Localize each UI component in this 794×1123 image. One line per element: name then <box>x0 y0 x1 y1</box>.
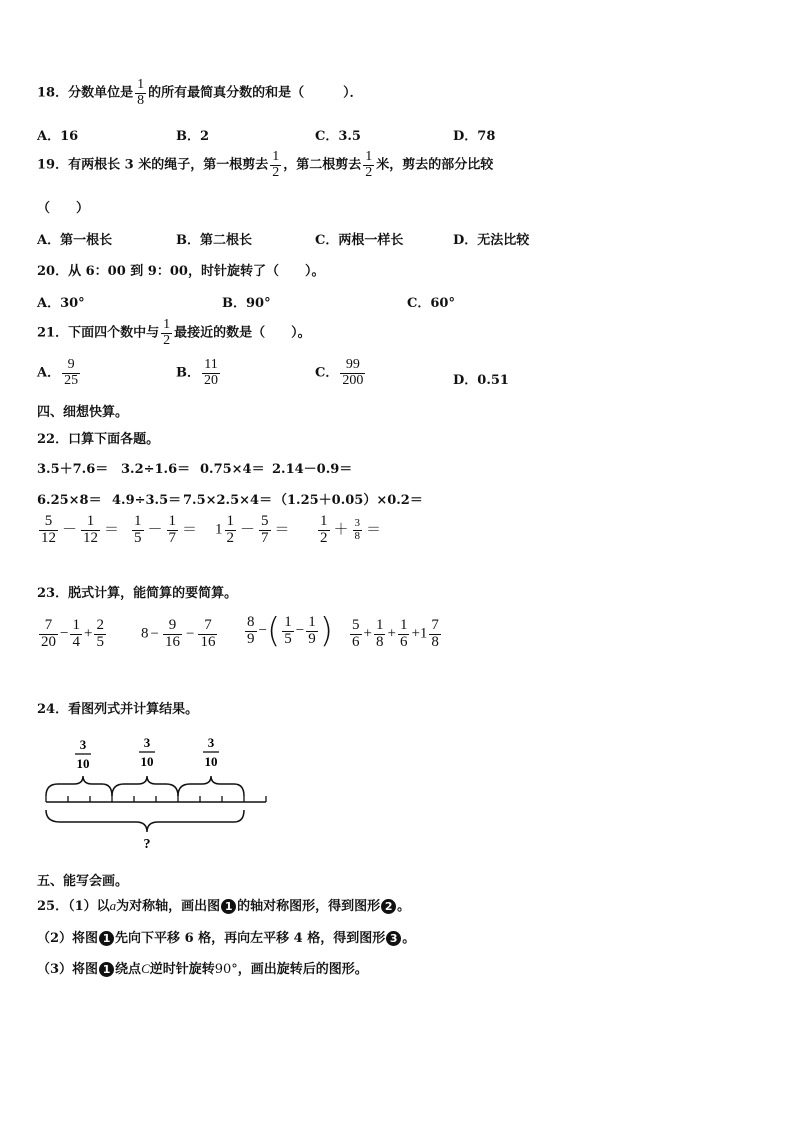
fraction-denominator: 4 <box>72 633 80 650</box>
fraction-denominator: 5 <box>284 630 292 647</box>
q25-text: ，画出旋转后的图形。 <box>237 962 368 977</box>
option-fraction <box>340 358 365 388</box>
q25-text: 25．（1）以 <box>37 899 110 914</box>
option-label: C． <box>315 365 339 381</box>
question-25-part-2 <box>37 927 415 946</box>
fraction-denominator: 5 <box>96 633 104 650</box>
q22-item: 0.75×4＝ <box>200 462 265 477</box>
operator: － <box>147 521 163 538</box>
fraction <box>350 618 362 651</box>
fraction-numerator: 9 <box>168 617 177 633</box>
fraction-numerator: 1 <box>163 317 171 332</box>
q20-option-a[interactable]: A．30° <box>37 296 85 311</box>
question-25-part-1 <box>37 895 410 914</box>
q22-item: 7.5×2.5×4＝ <box>183 493 273 508</box>
q18-suffix: 的所有最简真分数的和是（ ）． <box>148 85 363 101</box>
q25-text: （2）将图 <box>37 931 99 946</box>
fraction <box>198 618 217 651</box>
fraction-denominator: 16 <box>200 633 216 650</box>
fraction <box>374 618 386 651</box>
top-brace-1 <box>46 776 112 796</box>
operator: + <box>83 625 93 642</box>
question-mark: ? <box>143 837 151 852</box>
fraction-numerator: 7 <box>44 617 53 633</box>
whole-number: 8 <box>141 625 149 642</box>
q25-text: 逆时针旋转 <box>149 962 215 977</box>
fraction <box>167 514 179 547</box>
fraction-denominator: 2 <box>365 164 373 180</box>
q19-option-c[interactable]: C．两根一样长 <box>315 233 404 248</box>
q23-expression-4 <box>348 618 443 651</box>
q19-part3: 米，剪去的部分比较 <box>376 157 494 173</box>
section-5-heading: 五、能写会画。 <box>37 874 129 889</box>
fraction-numerator: 1 <box>72 617 80 633</box>
q21-suffix: 最接近的数是（ ）。 <box>174 325 311 341</box>
fraction <box>353 518 363 542</box>
fraction-numerator: 7 <box>431 617 439 633</box>
q18-unit-fraction <box>135 78 146 108</box>
operator: ＋ <box>333 521 349 538</box>
question-21 <box>37 318 311 348</box>
brace-label-2-denominator: 10 <box>140 754 154 769</box>
fraction-numerator: 1 <box>320 513 328 529</box>
brace-label-2-numerator: 3 <box>143 736 151 750</box>
fraction-numerator: 1 <box>308 613 316 630</box>
question-22-title: 22．口算下面各题。 <box>37 432 160 447</box>
option-label: B． <box>176 365 200 381</box>
q25-text: 绕点 <box>115 962 142 977</box>
fraction-numerator: 5 <box>261 513 269 529</box>
fraction-denominator: 6 <box>399 633 408 650</box>
q21-option-d[interactable]: D．0.51 <box>453 373 509 388</box>
fraction <box>398 618 410 651</box>
fraction-numerator: 99 <box>345 357 360 372</box>
q18-prefix: 18．分数单位是 <box>37 85 134 101</box>
q22-item: 3.5＋7.6＝ <box>37 462 109 477</box>
q19-fraction-2 <box>363 150 374 180</box>
fraction-denominator: 2 <box>272 164 280 180</box>
fraction-numerator: 1 <box>86 513 95 529</box>
circled-number-2-icon: 2 <box>381 899 396 914</box>
q22-item: 2.14－0.9＝ <box>272 462 353 477</box>
left-paren: ( <box>266 611 281 651</box>
fraction-denominator: 8 <box>375 633 384 650</box>
fraction-denominator: 5 <box>134 529 142 546</box>
fraction-numerator: 1 <box>134 513 142 529</box>
fraction <box>81 514 100 547</box>
fraction-denominator: 12 <box>83 529 99 546</box>
question-24-title: 24．看图列式并计算结果。 <box>37 702 199 717</box>
q25-text: 。 <box>402 931 416 946</box>
operator: + <box>411 625 420 642</box>
operator: − <box>150 625 159 642</box>
q22-fraction-item <box>215 514 292 547</box>
number-line-ticks <box>46 796 266 802</box>
fraction-numerator: 5 <box>352 617 360 633</box>
fraction-denominator: 20 <box>204 372 218 388</box>
operator: + <box>363 625 372 642</box>
question-25-part-3 <box>37 958 368 977</box>
equals-sign: ＝ <box>366 521 382 538</box>
q25-text: 为对称轴，画出图 <box>116 899 221 914</box>
fraction <box>318 514 330 547</box>
fraction <box>132 514 144 547</box>
q18-option-d[interactable]: D．78 <box>453 129 496 144</box>
fraction <box>306 615 318 648</box>
fraction-denominator: 7 <box>168 529 177 546</box>
q19-option-d[interactable]: D．无法比较 <box>453 233 530 248</box>
circled-number-1-icon: 1 <box>99 931 114 946</box>
q23-expression-1 <box>37 618 108 651</box>
q22-fraction-item <box>316 514 383 547</box>
q24-number-line-figure <box>38 736 278 856</box>
q22-item: 6.25×8＝ <box>37 493 102 508</box>
q25-text: （3）将图 <box>37 962 99 977</box>
operator: + <box>387 625 396 642</box>
q25-text: 。 <box>397 899 411 914</box>
fraction-numerator: 1 <box>272 149 280 164</box>
operator: − <box>60 625 69 642</box>
fraction <box>163 618 182 651</box>
fraction-denominator: 20 <box>41 633 56 650</box>
angle-value: 90° <box>214 962 238 977</box>
question-23-title: 23．脱式计算，能简算的要简算。 <box>37 586 238 601</box>
fraction-denominator: 2 <box>320 529 328 546</box>
operator: － <box>62 521 78 538</box>
brace-label-1-numerator: 3 <box>79 737 87 752</box>
operator: − <box>185 625 195 642</box>
q22-item: （1.25＋0.05）×0.2＝ <box>274 493 423 508</box>
circled-number-1-icon: 1 <box>99 962 114 977</box>
fraction <box>39 618 58 651</box>
fraction <box>70 618 82 651</box>
fraction <box>94 618 106 651</box>
q21-option-a[interactable] <box>37 358 82 388</box>
fraction-denominator: 8 <box>431 633 439 650</box>
fraction-numerator: 1 <box>137 77 145 92</box>
brace-label-1-denominator: 10 <box>76 756 90 771</box>
q25-text: 先向下平移 6 格，再向左平移 4 格，得到图形 <box>115 931 386 946</box>
brace-label-3-numerator: 3 <box>207 736 215 750</box>
q22-item: 3.2÷1.6＝ <box>121 462 191 477</box>
operator: − <box>295 622 305 639</box>
q22-fraction-item <box>37 514 121 547</box>
q21-target-fraction <box>161 318 172 348</box>
operator: － <box>240 521 256 538</box>
question-18 <box>37 78 363 108</box>
fraction <box>245 615 257 648</box>
q19-part1: 19．有两根长 3 米的绳子，第一根剪去 <box>37 157 269 173</box>
q18-option-a[interactable]: A．16 <box>37 129 79 144</box>
q19-part2: ，第二根剪去 <box>283 157 362 173</box>
brace-label-2 <box>139 736 155 769</box>
q18-option-c[interactable]: C．3.5 <box>315 129 361 144</box>
brace-label-1 <box>75 737 91 771</box>
fraction-denominator: 9 <box>308 630 316 647</box>
fraction-numerator: 9 <box>67 357 75 372</box>
axis-symbol: a <box>109 898 117 913</box>
fraction-denominator: 25 <box>64 372 79 388</box>
fraction-denominator: 200 <box>342 372 364 388</box>
question-19 <box>37 150 493 180</box>
fraction-numerator: 3 <box>354 517 361 530</box>
fraction-numerator: 7 <box>204 617 212 633</box>
q25-text: 的轴对称图形，得到图形 <box>237 899 381 914</box>
fraction-numerator: 8 <box>247 613 255 630</box>
fraction-denominator: 2 <box>163 332 171 348</box>
q19-option-a[interactable]: A．第一根长 <box>37 233 113 248</box>
fraction-numerator: 1 <box>365 149 373 164</box>
top-brace-3 <box>178 776 244 796</box>
operator: − <box>258 622 267 639</box>
equals-sign: ＝ <box>274 521 290 538</box>
section-4-heading: 四、细想快算。 <box>37 405 129 420</box>
fraction-numerator: 1 <box>168 513 177 529</box>
q18-option-b[interactable]: B．2 <box>176 129 210 144</box>
q19-fraction-1 <box>270 150 281 180</box>
fraction-numerator: 5 <box>44 513 53 529</box>
brace-label-3-denominator: 10 <box>204 754 218 769</box>
equals-sign: ＝ <box>104 521 120 538</box>
fraction <box>225 514 237 547</box>
fraction-denominator: 9 <box>247 630 255 647</box>
right-paren: ) <box>319 611 333 651</box>
whole-number: 1 <box>215 521 223 538</box>
option-label: A． <box>37 365 61 381</box>
q20-option-b[interactable]: B．90° <box>222 296 271 311</box>
option-fraction <box>202 358 220 388</box>
q21-option-c[interactable] <box>315 358 367 388</box>
fraction-denominator: 12 <box>41 529 56 546</box>
question-20: 20．从 6：00 到 9：00，时针旋转了（ ）。 <box>37 264 325 279</box>
circled-number-1-icon: 1 <box>221 899 236 914</box>
fraction <box>39 514 58 547</box>
fraction-numerator: 1 <box>226 513 234 529</box>
fraction-denominator: 8 <box>354 529 361 542</box>
q21-option-b[interactable] <box>176 358 222 388</box>
q19-answer-blank[interactable]: （ ） <box>37 201 90 216</box>
fraction-numerator: 11 <box>204 357 218 372</box>
fraction-numerator: 1 <box>399 617 408 633</box>
fraction-denominator: 8 <box>137 92 145 108</box>
fraction <box>282 615 294 648</box>
equals-sign: ＝ <box>182 521 198 538</box>
fraction-numerator: 2 <box>96 617 104 633</box>
fraction-denominator: 6 <box>352 633 360 650</box>
brace-label-3 <box>203 736 219 769</box>
q23-expression-2 <box>141 618 219 651</box>
q22-fraction-item <box>130 514 199 547</box>
q19-option-b[interactable]: B．第二根长 <box>176 233 252 248</box>
point-symbol: C <box>141 961 150 976</box>
q22-item: 4.9÷3.5＝ <box>112 493 182 508</box>
fraction-numerator: 1 <box>375 617 384 633</box>
whole-number: 1 <box>419 625 428 642</box>
fraction <box>429 618 441 651</box>
fraction-denominator: 2 <box>226 529 234 546</box>
fraction <box>259 514 271 547</box>
q21-prefix: 21．下面四个数中与 <box>37 325 160 341</box>
q23-expression-3 <box>243 611 333 651</box>
fraction-numerator: 1 <box>284 613 292 630</box>
top-brace-2 <box>112 776 178 796</box>
fraction-denominator: 16 <box>164 633 180 650</box>
option-fraction <box>62 358 80 388</box>
circled-number-3-icon: 3 <box>386 931 401 946</box>
fraction-denominator: 7 <box>261 529 269 546</box>
q20-option-c[interactable]: C．60° <box>407 296 455 311</box>
bottom-brace <box>46 810 244 832</box>
